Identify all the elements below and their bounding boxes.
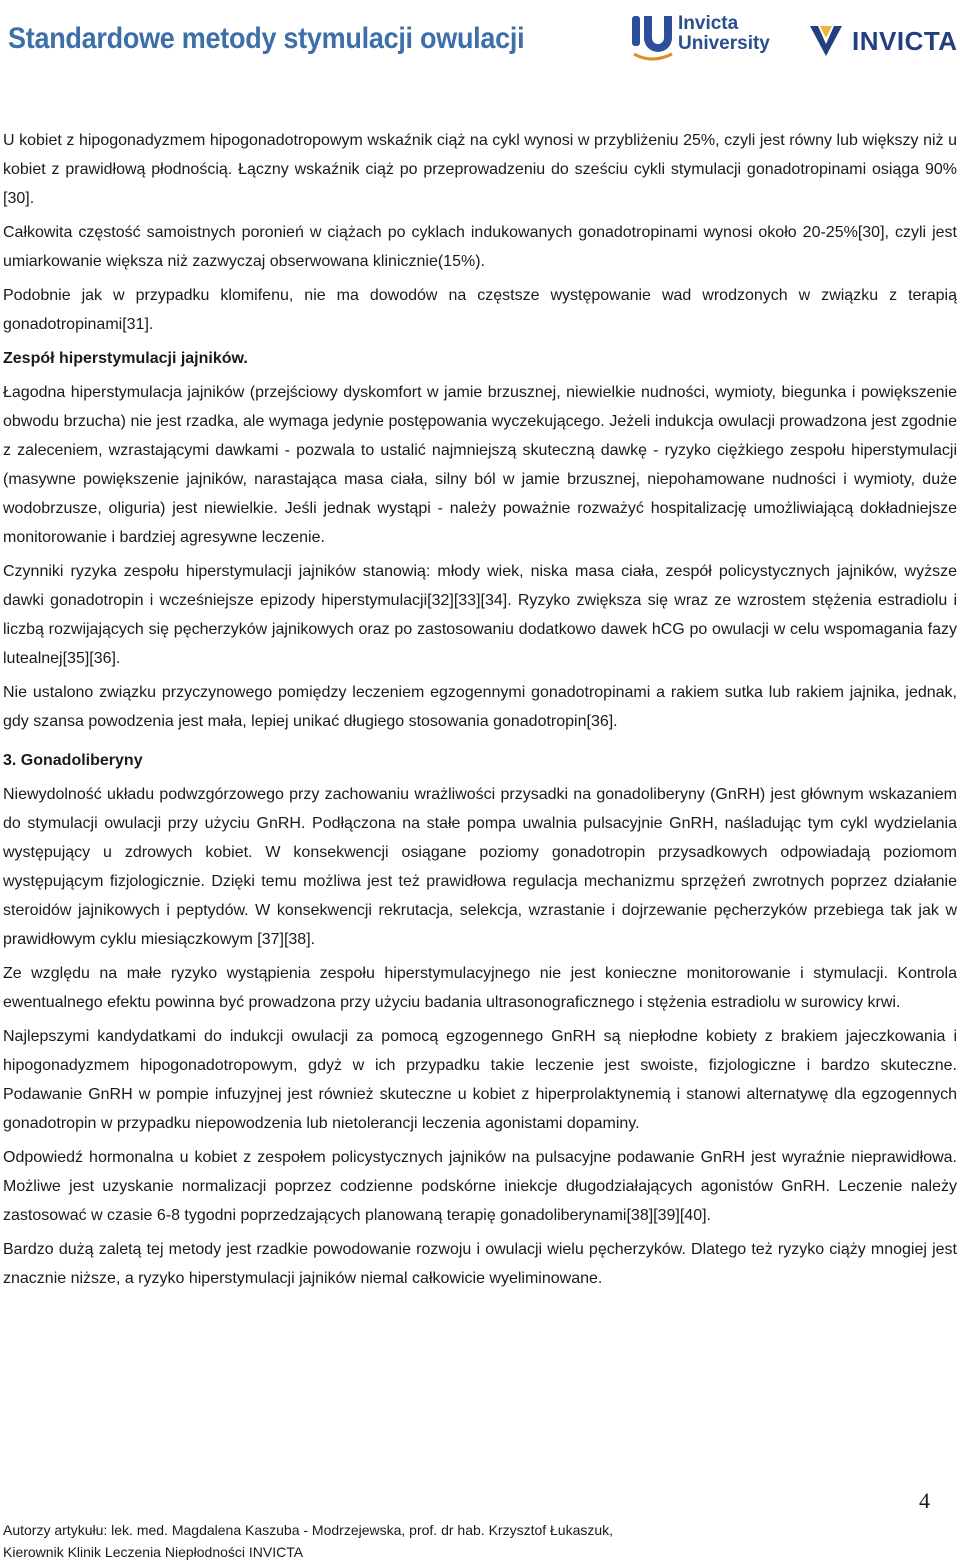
page-number: 4 <box>919 1488 930 1513</box>
paragraph: Ze względu na małe ryzyko wystąpienia zespołu hiperstymulacyjnego nie jest konieczne monitorowanie i stymulacji. Kontrola ewentualnego efektu powinna być prowadzona przy użyciu badania ultrasonograficznego i stężenia estradiolu w surowicy krwi. <box>3 965 957 1011</box>
logo-text-line2: University <box>678 33 770 54</box>
invicta-clinic-logo-text: INVICTA <box>852 26 958 56</box>
paragraph: Najlepszymi kandydatkami do indukcji owulacji za pomocą egzogennego GnRH są niepłodne kobiety z brakiem jajeczkowania i hipogonadyzmem hipogonadotropowym, gdyż w ich przypadku takie leczenie jest swoiste, fizjologiczne i bardzo skuteczne. Podawanie GnRH w pompie infuzyjnej jest również skuteczne u kobiet z hiperprolaktynemią i stanowi alternatywę dla egzogennych gonadotropin w przypadku niepowodzenia lub nietolerancji leczenia agonistami dopaminy. <box>3 1028 957 1132</box>
page-title: Standardowe metody stymulacji owulacji <box>8 22 525 55</box>
paragraph: U kobiet z hipogonadyzmem hipogonadotropowym wskaźnik ciąż na cykl wynosi w przybliżeniu 25%, czyli jest równy lub większy niż u kobiet z prawidłową płodnością. Łączny wskaźnik ciąż po przeprowadzeniu do sześciu cykli stymulacji gonadotropinami osiąga 90%[30]. <box>3 132 957 207</box>
section-heading-gonadoliberyny: 3. Gonadoliberyny <box>3 752 143 769</box>
paragraph: Niewydolność układu podwzgórzowego przy zachowaniu wrażliwości przysadki na gonadoliberyny (GnRH) jest głównym wskazaniem do stymulacji owulacji przy użyciu GnRH. Podłączona na stałe pompa uwalnia pulsacyjnie GnRH, naśladując tym cykl wydzielania występujący u zdrowych kobiet. W konsekwencji osiągane poziomy gonadotropin przysadkowych odpowiadają poziomom występującym fizjologicznie. Dzięki temu możliwa jest też prawidłowa regulacja mechanizmu sprzężeń zwrotnych poprzez działanie steroidów jajnikowych i peptydów. W konsekwencji rekrutacja, selekcja, wzrastanie i dojrzewanie pęcherzyków przebiega tak jak w prawidłowym cyklu miesiączkowym [37][38]. <box>3 786 957 948</box>
footer-affiliation: Kierownik Klinik Leczenia Niepłodności INVICTA <box>3 1544 304 1560</box>
paragraph: Bardzo dużą zaletą tej metody jest rzadkie powodowanie rozwoju i owulacji wielu pęcherzyków. Dlatego też ryzyko ciąży mnogiej jest znacznie niższe, a ryzyko hiperstymulacji jajników niemal całkowicie wyeliminowane. <box>3 1241 957 1287</box>
logo-text-line1: Invicta <box>678 13 739 34</box>
page-footer <box>3 1519 613 1563</box>
footer-authors: Autorzy artykułu: lek. med. Magdalena Kaszuba - Modrzejewska, prof. dr hab. Krzysztof Łukaszuk, <box>3 1522 614 1538</box>
page-header <box>0 0 960 80</box>
paragraph: Podobnie jak w przypadku klomifenu, nie ma dowodów na częstsze występowanie wad wrodzonych w związku z terapią gonadotropinami[31]. <box>3 287 957 333</box>
invicta-university-logo-text <box>678 14 770 54</box>
paragraph: Czynniki ryzyka zespołu hiperstymulacji jajników stanowią: młody wiek, niska masa ciała, zespół policystycznych jajników, wyższe dawki gonadotropin i wcześniejsze epizody hiperstymulacji[32][33][34]. Ryzyko zwiększa się wraz ze wzrostem stężenia estradiolu i liczbą rozwijających się pęcherzyków jajnikowych oraz po zastosowaniu dodatkowo dawek hCG po owulacji w celu wspomagania fazy lutealnej[35][36]. <box>3 563 957 667</box>
paragraph: Całkowita częstość samoistnych poronień w ciążach po cyklach indukowanych gonadotropinami wynosi około 20-25%[30], czyli jest umiarkowanie większa niż zazwyczaj obserwowana klinicznie(15%). <box>3 224 957 270</box>
paragraph: Łagodna hiperstymulacja jajników (przejściowy dyskomfort w jamie brzusznej, niewielkie nudności, wymioty, biegunka i powiększenie obwodu brzucha) nie jest rzadka, ale wymaga jedynie postępowania wyczekującego. Jeżeli indukcja owulacji prowadzona jest zgodnie z zaleceniem, wzrastającymi dawkami - pozwala to ustalić najmniejszą skuteczną dawkę - ryzyko ciężkiego zespołu hiperstymulacji (masywne powiększenie jajników, narastająca masa ciała, silny ból w jamie brzusznej, niepohamowane nudności i wymioty, duże wodobrzusze, oliguria) jest niewielkie. Jeśli jednak wystąpi - należy poważnie rozważyć hospitalizację umożliwiającą dokładniejsze monitorowanie i bardziej agresywne leczenie. <box>3 384 957 546</box>
section-heading-ohss: Zespół hiperstymulacji jajników. <box>3 350 248 367</box>
paragraph: Odpowiedź hormonalna u kobiet z zespołem policystycznych jajników na pulsacyjne podawanie GnRH jest wyraźnie nieprawidłowa. Możliwe jest uzyskanie normalizacji poprzez codzienne podskórne iniekcje długodziałających agonistów GnRH. Leczenie należy zastosować w czasie 6-8 tygodni poprzedzających planowaną terapię gonadoliberynami[38][39][40]. <box>3 1149 957 1224</box>
article-body <box>3 126 957 1298</box>
paragraph: Nie ustalono związku przyczynowego pomiędzy leczeniem egzogennymi gonadotropinami a rakiem sutka lub rakiem jajnika, jednak, gdy szansa powodzenia jest mała, lepiej unikać długiego stosowania gonadotropin[36]. <box>3 684 957 730</box>
